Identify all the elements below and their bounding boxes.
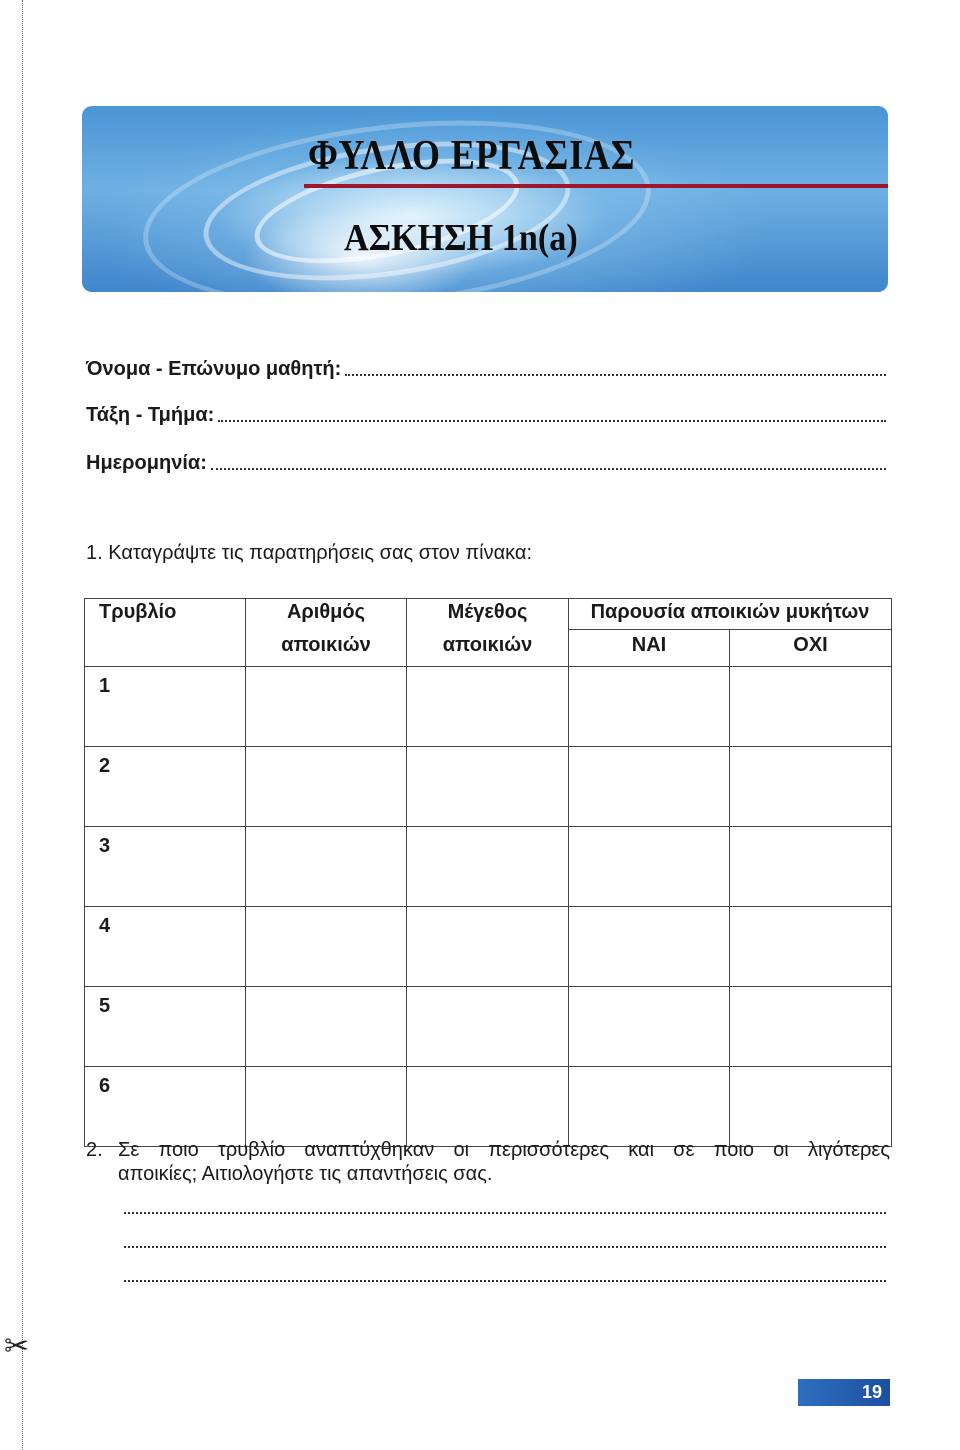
header-no: ΟΧΙ xyxy=(730,630,892,667)
date-field[interactable] xyxy=(86,452,886,475)
student-name-field[interactable] xyxy=(86,358,886,381)
page-number: 19 xyxy=(798,1379,890,1406)
class-section-field[interactable] xyxy=(86,404,886,427)
table-cell[interactable] xyxy=(569,827,730,907)
header-colony-size: Μέγεθος xyxy=(407,599,569,630)
table-cell[interactable] xyxy=(407,987,569,1067)
answer-line[interactable] xyxy=(124,1246,886,1248)
question-2-text-2: αποικίες; Αιτιολογήστε τις απαντήσεις σας. xyxy=(118,1163,493,1185)
table-row xyxy=(85,907,892,987)
table-row xyxy=(85,987,892,1067)
table-cell[interactable] xyxy=(407,827,569,907)
header-colony-size-cont: αποικιών xyxy=(407,630,569,667)
cut-line xyxy=(22,0,23,1450)
table-cell[interactable] xyxy=(246,907,407,987)
dish-number: 3 xyxy=(85,827,246,907)
question-2 xyxy=(86,1138,890,1186)
dish-number: 2 xyxy=(85,747,246,827)
scissors-icon: ✂ xyxy=(4,1329,30,1364)
table-cell[interactable] xyxy=(569,747,730,827)
table-cell[interactable] xyxy=(407,747,569,827)
header-dish: Τρυβλίο xyxy=(85,599,246,630)
dish-number: 1 xyxy=(85,667,246,747)
field-label: Ημερομηνία: xyxy=(86,452,207,474)
answer-line[interactable] xyxy=(124,1280,886,1282)
table-cell[interactable] xyxy=(407,667,569,747)
table-cell[interactable] xyxy=(569,907,730,987)
fill-in-line[interactable] xyxy=(345,374,886,376)
question-2-number: 2. xyxy=(86,1139,103,1161)
table-cell[interactable] xyxy=(246,747,407,827)
dish-number: 5 xyxy=(85,987,246,1067)
dish-number: 6 xyxy=(85,1067,246,1147)
question-2-text-1: Σε ποιο τρυβλίο αναπτύχθηκαν οι περισσότερες και σε ποιο οι λιγότερες xyxy=(118,1139,890,1161)
table-cell[interactable] xyxy=(730,827,892,907)
answer-line[interactable] xyxy=(124,1212,886,1214)
field-label: Όνομα - Επώνυμο μαθητή: xyxy=(86,358,342,380)
banner-divider xyxy=(304,184,888,188)
table-cell[interactable] xyxy=(730,747,892,827)
table-row xyxy=(85,667,892,747)
field-label: Τάξη - Τμήμα: xyxy=(86,404,215,426)
dish-number: 4 xyxy=(85,907,246,987)
worksheet-title: ΦΥΛΛΟ ΕΡΓΑΣΙΑΣ xyxy=(308,133,636,179)
table-cell[interactable] xyxy=(730,907,892,987)
table-row xyxy=(85,747,892,827)
header-colony-count: Αριθμός xyxy=(246,599,407,630)
table-cell[interactable] xyxy=(569,987,730,1067)
question-1: 1. Καταγράψτε τις παρατηρήσεις σας στον πίνακα: xyxy=(86,542,533,564)
table-cell[interactable] xyxy=(246,827,407,907)
table-cell[interactable] xyxy=(730,987,892,1067)
table-cell[interactable] xyxy=(407,907,569,987)
table-cell[interactable] xyxy=(569,1067,730,1147)
question-2-line-1 xyxy=(86,1138,890,1162)
table-cell[interactable] xyxy=(407,1067,569,1147)
table-row xyxy=(85,827,892,907)
table-cell[interactable] xyxy=(730,667,892,747)
table-cell[interactable] xyxy=(246,1067,407,1147)
header-colony-count-cont: αποικιών xyxy=(246,630,407,667)
header-banner xyxy=(82,106,888,292)
observation-table xyxy=(84,598,892,1147)
table-cell[interactable] xyxy=(246,667,407,747)
header-yes: ΝΑΙ xyxy=(569,630,730,667)
fill-in-line[interactable] xyxy=(218,420,886,422)
table-cell[interactable] xyxy=(569,667,730,747)
table-row xyxy=(85,1067,892,1147)
header-fungal-presence: Παρουσία αποικιών μυκήτων xyxy=(569,599,892,630)
table-cell[interactable] xyxy=(730,1067,892,1147)
fill-in-line[interactable] xyxy=(211,468,886,470)
table-cell[interactable] xyxy=(246,987,407,1067)
exercise-title: ΑΣΚΗΣΗ 1n(a) xyxy=(344,217,578,259)
header-dish-cont xyxy=(85,630,246,667)
